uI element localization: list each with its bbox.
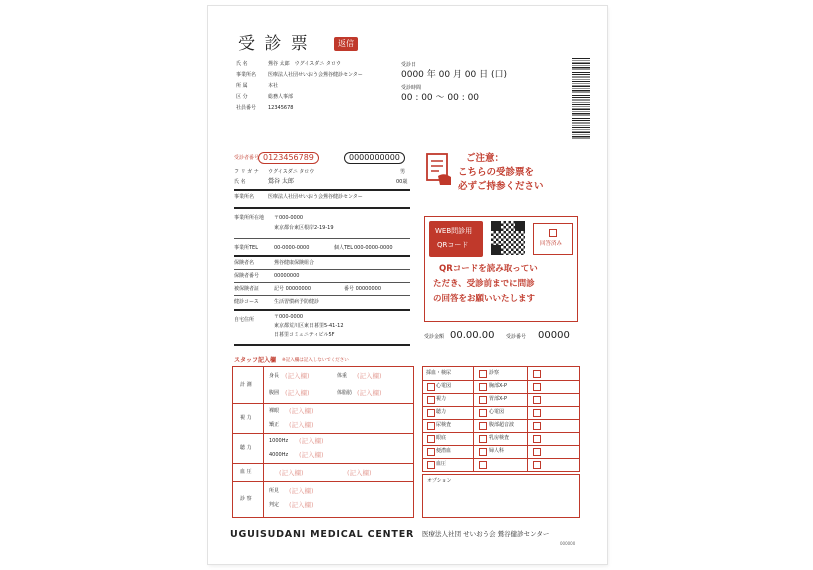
barcode-image	[572, 58, 590, 140]
divider	[234, 255, 410, 257]
card-mark: 記号 00000000	[274, 286, 312, 292]
division: 総務人事部	[268, 94, 294, 100]
row-label-measure: 計 測	[240, 382, 252, 388]
grid-line	[233, 433, 413, 434]
furigana-value: ウグイスダニ タロウ	[268, 169, 315, 175]
form-title: 受 診 票	[238, 34, 310, 54]
row-label-hearing: 聴 力	[240, 445, 252, 451]
check-box[interactable]	[479, 383, 487, 391]
divider	[234, 207, 410, 209]
divider	[234, 309, 410, 311]
check-label: 聴力	[436, 409, 447, 415]
check-label: 腹部超音波	[489, 422, 515, 428]
divider	[234, 344, 410, 346]
bp-input-2[interactable]: (記入欄)	[347, 469, 372, 477]
check-label: 心電図	[436, 383, 452, 389]
qr-text2: ただき、受診前までに問診	[433, 279, 535, 289]
home-line2: 日暮里コミュニティビル5F	[274, 332, 335, 338]
staff-note: ※記入欄は記入しないでください	[282, 358, 349, 363]
grid-line	[423, 458, 579, 459]
vision-naked-input[interactable]: (記入欄)	[289, 407, 314, 415]
reception-form-sheet	[208, 6, 607, 564]
divider	[234, 295, 410, 296]
check-box[interactable]	[479, 435, 487, 443]
furigana-label: フ リ ガ ナ	[234, 169, 259, 175]
check-box[interactable]	[427, 409, 435, 417]
form-code: 000000	[560, 541, 576, 546]
check-box[interactable]	[533, 409, 541, 417]
time-label: 受診時間	[401, 85, 422, 91]
vision-item: 裸眼	[269, 408, 280, 414]
check-box[interactable]	[533, 396, 541, 404]
check-box[interactable]	[533, 448, 541, 456]
hearing-item: 4000Hz	[269, 452, 289, 458]
measure-item: 体脂肪	[337, 390, 353, 396]
insurer-value: 鶯谷健康保険組合	[274, 260, 315, 266]
grid-line	[423, 393, 579, 394]
row-label-vision: 視 力	[240, 415, 252, 421]
qr-section	[424, 216, 578, 322]
divider	[234, 238, 410, 239]
qr-text3: の回答をお願いいたします	[433, 294, 536, 304]
company-name: 医療法人社団せいおう会鶯谷健診センター	[268, 72, 363, 78]
check-label: 胸部X-P	[489, 383, 507, 389]
grid-line	[423, 380, 579, 381]
vision-item: 矯正	[269, 422, 280, 428]
exam-time: 00 : 00 ～ 00 : 00	[401, 93, 480, 103]
check-label: 胃部X-P	[489, 396, 507, 402]
check-box[interactable]	[427, 396, 435, 404]
answered-checkbox[interactable]	[549, 229, 557, 237]
grid-line	[263, 367, 264, 517]
secondary-id: 0000000000	[344, 152, 405, 164]
company-value: 医療法人社団せいおう会鶯谷健診センター	[268, 194, 363, 200]
return-badge: 返信	[334, 37, 358, 51]
exam-date: 0000 年 00 月 00 日 (口)	[401, 70, 507, 80]
exam-judge-input[interactable]: (記入欄)	[289, 501, 314, 509]
check-box[interactable]	[427, 422, 435, 430]
name-label: 氏 名	[234, 179, 246, 185]
insurer-no-label: 保険者番号	[234, 273, 260, 279]
bp-input[interactable]: (記入欄)	[279, 469, 304, 477]
home-label: 自宅住所	[234, 317, 255, 323]
form-hand-icon	[424, 152, 454, 186]
qr-code-image	[491, 221, 525, 255]
number-value: 00000	[538, 330, 570, 341]
check-box[interactable]	[427, 461, 435, 469]
check-label: 心電図	[489, 409, 505, 415]
home-postal: 〒000-0000	[274, 314, 304, 320]
row-label-exam: 診 察	[240, 496, 252, 502]
check-box[interactable]	[427, 435, 435, 443]
number-label: 受診番号	[506, 334, 527, 340]
check-label: 便潜血	[436, 448, 452, 454]
divider	[234, 282, 410, 283]
address-line: 東京都台東区根岸2-19-19	[274, 225, 334, 231]
examinee-id: 0123456789	[258, 152, 319, 164]
qr-label1: WEB問診用	[435, 227, 473, 235]
grid-line	[423, 419, 579, 420]
insurer-label: 保険者名	[234, 260, 255, 266]
sex-value: 男	[400, 169, 406, 175]
grid-line	[423, 432, 579, 433]
brand-name: UGUISUDANI MEDICAL CENTER	[230, 529, 415, 540]
department: 本社	[268, 83, 279, 89]
field-label: 所 属	[236, 83, 248, 89]
field-label: 事業所名	[236, 72, 257, 78]
check-box[interactable]	[533, 383, 541, 391]
notice-title: ご注意：	[466, 153, 505, 164]
grid-line	[423, 406, 579, 407]
option-box[interactable]	[422, 474, 580, 518]
check-box[interactable]	[427, 383, 435, 391]
age-value: 00歳	[396, 179, 408, 185]
employee-number: 12345678	[268, 105, 294, 111]
check-box[interactable]	[533, 435, 541, 443]
patient-name: 鶯谷 太郎 ウグイスダニ タロウ	[268, 61, 341, 67]
measure-item: 腹囲	[269, 390, 280, 396]
waist-input[interactable]: (記入欄)	[285, 389, 310, 397]
vision-corrected-input[interactable]: (記入欄)	[289, 421, 314, 429]
notice-line2: 必ずご持参ください	[458, 181, 544, 192]
check-label: 婦人科	[489, 448, 505, 454]
check-box[interactable]	[533, 422, 541, 430]
divider	[234, 189, 410, 191]
check-label: 眼底	[436, 435, 447, 441]
check-label: 診察	[489, 370, 500, 376]
answered-label: 回答済み	[540, 241, 563, 247]
check-box[interactable]	[533, 461, 541, 469]
measure-item: 身長	[269, 373, 280, 379]
check-label: 採血・検尿	[426, 370, 452, 376]
exam-item: 所見	[269, 488, 280, 494]
qr-label-block	[429, 221, 483, 257]
option-label: オプション	[427, 478, 452, 484]
qr-label2: QRコード	[437, 241, 469, 249]
check-box[interactable]	[479, 461, 487, 469]
grid-line	[233, 463, 413, 464]
check-box[interactable]	[479, 396, 487, 404]
staff-entry-grid	[232, 366, 414, 518]
card-label: 被保険者証	[234, 286, 260, 292]
amount-value: 00.00.00	[450, 330, 495, 341]
measure-item: 体重	[337, 373, 348, 379]
staff-title: スタッフ記入欄	[234, 357, 277, 364]
notice-line1: こちらの受診票を	[458, 167, 535, 178]
grid-line	[233, 403, 413, 404]
hearing-4000-input[interactable]: (記入欄)	[299, 451, 324, 459]
check-label: 尿検査	[436, 422, 452, 428]
home-line1: 東京都荒川区東日暮里5-41-12	[274, 323, 344, 329]
field-label: 社員番号	[236, 105, 257, 111]
check-label: 乳房検査	[489, 435, 510, 441]
check-box[interactable]	[479, 448, 487, 456]
insurer-no-value: 00000000	[274, 273, 300, 279]
tel2-value: 000-0000-0000	[354, 245, 393, 251]
bodyfat-input[interactable]: (記入欄)	[357, 389, 382, 397]
check-label: 視力	[436, 396, 447, 402]
exam-item: 判定	[269, 502, 280, 508]
course-label: 健診コース	[234, 299, 259, 305]
grid-line	[233, 481, 413, 482]
date-label: 受診日	[401, 62, 417, 68]
address-postal: 〒000-0000	[274, 215, 304, 221]
check-grid	[422, 366, 580, 472]
course-value: 生活習慣病予防健診	[274, 299, 320, 305]
company-label: 事業所名	[234, 194, 255, 200]
tel-label: 事業所TEL	[234, 245, 258, 251]
address-label: 事業所所在地	[234, 215, 265, 221]
check-box[interactable]	[479, 370, 487, 378]
weight-input[interactable]: (記入欄)	[357, 372, 382, 380]
grid-line	[423, 445, 579, 446]
check-label: 血圧	[436, 461, 447, 467]
height-input[interactable]: (記入欄)	[285, 372, 310, 380]
org-name: 医療法人社団 せいおう会 鶯谷健診センター	[422, 530, 550, 538]
check-box[interactable]	[479, 409, 487, 417]
amount-label: 受診金額	[424, 334, 445, 340]
answered-checkbox-box[interactable]	[533, 223, 573, 255]
row-label-bp: 血 圧	[240, 469, 252, 475]
check-box[interactable]	[479, 422, 487, 430]
tel2-label: 個人TEL	[334, 245, 353, 251]
id-label: 受診者番号	[234, 155, 260, 161]
tel-value: 00-0000-0000	[274, 245, 310, 251]
divider	[234, 269, 410, 270]
card-number: 番号 00000000	[344, 286, 382, 292]
field-label: 氏 名	[236, 61, 248, 67]
check-box[interactable]	[533, 370, 541, 378]
field-label: 区 分	[236, 94, 248, 100]
exam-finding-input[interactable]: (記入欄)	[289, 487, 314, 495]
name-value: 鶯谷 太郎	[268, 178, 294, 185]
hearing-item: 1000Hz	[269, 438, 289, 444]
check-box[interactable]	[427, 448, 435, 456]
qr-text1: QRコードを読み取ってい	[439, 264, 538, 274]
hearing-1000-input[interactable]: (記入欄)	[299, 437, 324, 445]
